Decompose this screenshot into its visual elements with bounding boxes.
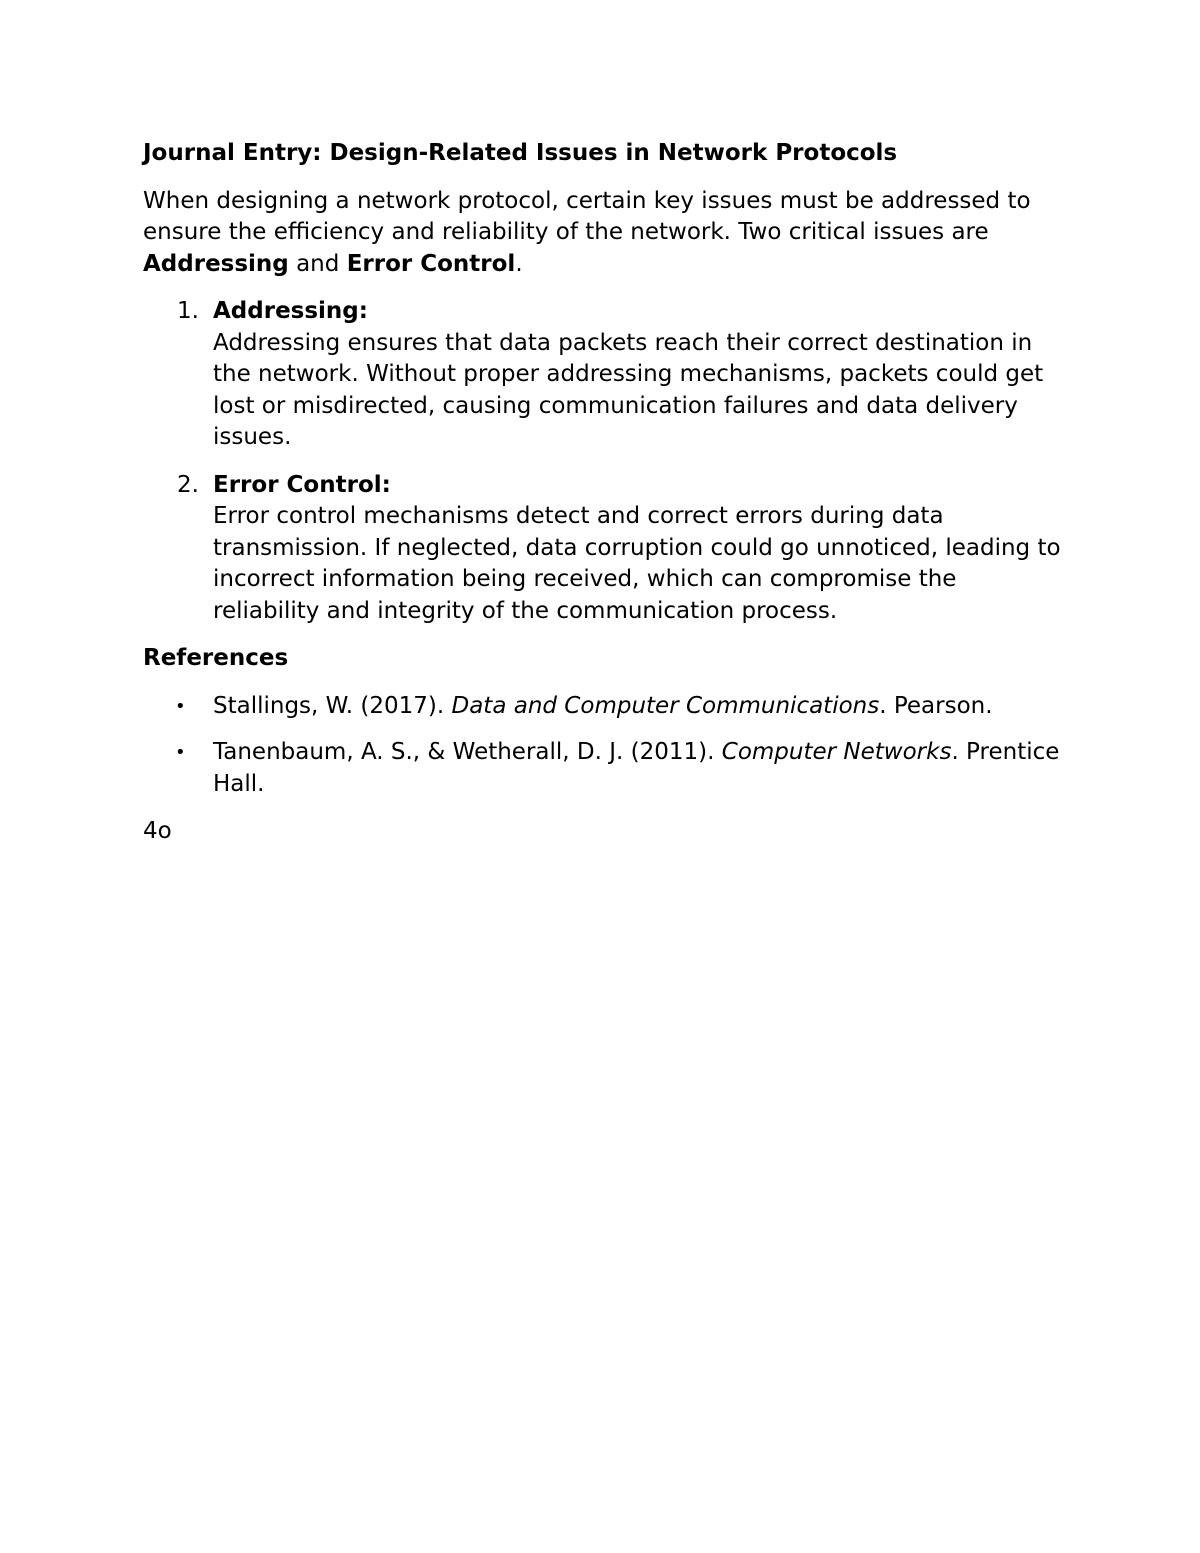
- document-title: Journal Entry: Design-Related Issues in Network Protocols: [143, 140, 898, 166]
- reference-publisher: . Pearson.: [879, 692, 993, 719]
- bullet-icon: •: [175, 695, 186, 717]
- issue-number: 1.: [177, 298, 199, 324]
- reference-publisher: . Prentice Hall.: [213, 739, 1060, 797]
- reference-item: [143, 691, 1063, 723]
- intro-text-start: When designing a network protocol, certain key issues must be addressed to ensure the efficiency and reliability of the network. Two critical issues are: [143, 187, 1031, 245]
- document-content: [143, 138, 1063, 848]
- issues-list: [143, 296, 1063, 627]
- intro-term-addressing: Addressing: [143, 250, 289, 277]
- bullet-icon: •: [175, 742, 186, 763]
- issue-body: Addressing ensures that data packets reach their correct destination in the network. Without proper addressing mechanisms, packets could get lost or misdirected, causing communication failures and data delivery issues.: [213, 329, 1044, 450]
- reference-work-title: Data and Computer Communications: [451, 692, 880, 719]
- issue-number: 2.: [177, 471, 199, 498]
- footer-note: 4o: [143, 818, 172, 844]
- reference-work-title: Computer Networks: [721, 739, 952, 765]
- reference-author: Tanenbaum, A. S., & Wetherall, D. J. (2011).: [213, 739, 722, 765]
- issue-heading: Error Control:: [213, 471, 391, 498]
- references-list: [143, 691, 1063, 801]
- reference-item: [143, 737, 1063, 800]
- intro-text-mid: and: [288, 250, 347, 277]
- issue-item-error-control: [143, 470, 1063, 628]
- issue-body: Error control mechanisms detect and correct errors during data transmission. If neglected, data corruption could go unnoticed, leading to incorrect information being received, which can compromise the reliability and integrity of the communication process.: [213, 503, 1061, 624]
- issue-item-addressing: [143, 296, 1063, 454]
- intro-paragraph: [143, 186, 1063, 281]
- intro-term-error-control: Error Control: [346, 250, 516, 277]
- references-heading: References: [143, 645, 289, 671]
- issue-heading: Addressing:: [213, 298, 368, 324]
- reference-author: Stallings, W. (2017).: [213, 692, 452, 719]
- intro-text-end: .: [515, 250, 523, 277]
